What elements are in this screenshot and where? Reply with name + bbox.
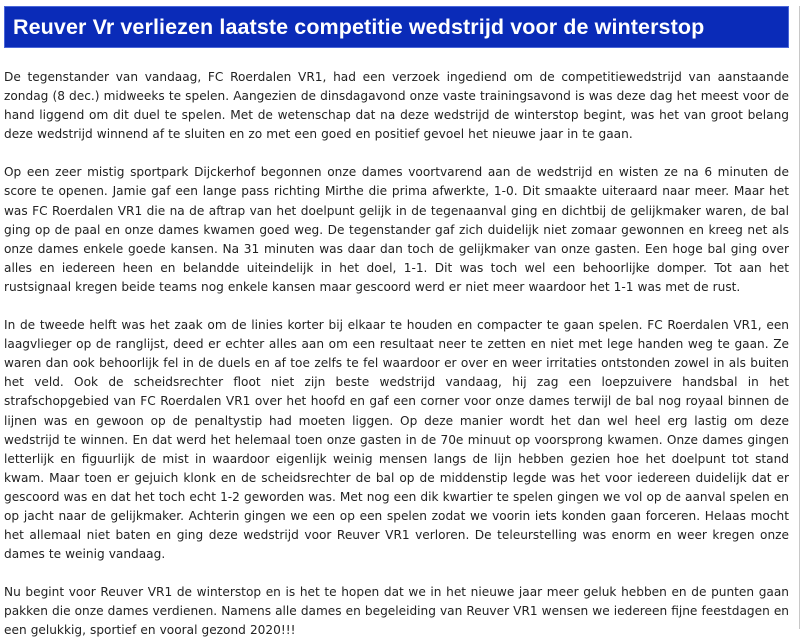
article-paragraph-2: Op een zeer mistig sportpark Dijckerhof begonnen onze dames voortvarend aan de wedstrijd en wisten ze na 6 minuten de score te openen. Jamie gaf een lange pass richting Mirthe die prima afwerkte, 1-0. Dit smaakte uiteraard naar meer. Maar het was FC Roerdalen VR1 die na de aftrap van het doelpunt gelijk in de tegenaanval ging en dichtbij de gelijkmaker waren, de bal ging op de paal en onze dames kwamen goed weg. De tegenstander gaf zich duidelijk niet zomaar gewonnen en kreeg net als onze dames enkele goede kansen. Na 31 minuten was daar dan toch de gelijkmaker van onze gasten. Een hoge bal ging over alles en iedereen heen en belandde uiteindelijk in het doel, 1-1. Dit was toch wel een behoorlijke domper. Tot aan het rustsignaal kregen beide teams nog enkele kansen maar gescoord werd er niet meer waardoor het 1-1 was met de rust. <box>4 165 789 294</box>
article-paragraph-4: Nu begint voor Reuver VR1 de winterstop en is het te hopen dat we in het nieuwe jaar meer geluk hebben en de punten gaan pakken die onze dames verdienen. Namens alle dames en begeleiding van Reuver VR1 wensen we iedereen fijne feestdagen en een gelukkig, sportief en vooral gezond 2020!!! <box>4 585 789 638</box>
article-paragraph-3: In de tweede helft was het zaak om de linies korter bij elkaar te houden en compacter te gaan spelen. FC Roerdalen VR1, een laagvlieger op de ranglijst, deed er echter alles aan om een resultaat neer te zetten en niet met lege handen weg te gaan. Ze waren dan ook behoorlijk fel in de duels en af toe zelfs te fel waardoor er over en weer irritaties ontstonden zowel in als buiten het veld. Ook de scheidsrechter floot niet zijn beste wedstrijd vandaag, hij zag een loepzuivere handsbal in het strafschopgebied van FC Roerdalen VR1 over het hoofd en gaf een corner voor onze dames terwijl de bal nog royaal binnen de lijnen was en gewoon op de penaltystip had moeten liggen. Op deze manier wordt het dan wel heel erg lastig om deze wedstrijd te winnen. En dat werd het helemaal toen onze gasten in de 70e minuut op voorsprong kwamen. Onze dames gingen letterlijk en figuurlijk de mist in waardoor eigenlijk weinig mensen langs de lijn hebben gezien hoe het doelpunt tot stand kwam. Maar toen er gejuich klonk en de scheidsrechter de bal op de middenstip legde was het voor iedereen duidelijk dat er gescoord was en dat het toch echt 1-2 geworden was. Met nog een dik kwartier te spelen gingen we vol op de aanval spelen en op jacht naar de gelijkmaker. Achterin gingen we een op een spelen zodat we voorin iets konden gaan forceren. Helaas mocht het allemaal niet baten en ging deze wedstrijd voor Reuver VR1 verloren. De teleurstelling was enorm en weer kregen onze dames te weinig vandaag. <box>4 318 789 562</box>
article-title: Reuver Vr verliezen laatste competitie wedstrijd voor de winterstop <box>13 14 705 39</box>
article-title-bar <box>4 6 789 48</box>
article-body <box>0 48 799 641</box>
article-paragraph-1: De tegenstander van vandaag, FC Roerdalen VR1, had een verzoek ingediend om de competitiewedstrijd van aanstaande zondag (8 dec.) midweeks te spelen. Aangezien de dinsdagavond onze vaste trainingsavond is was deze dag het meest voor de hand liggend om dit duel te spelen. Met de wetenschap dat na deze wedstrijd de winterstop begint, was het van groot belang deze wedstrijd winnend af te sluiten en zo met een goed en positief gevoel het nieuwe jaar in te gaan. <box>4 70 789 142</box>
article-page <box>0 6 800 638</box>
